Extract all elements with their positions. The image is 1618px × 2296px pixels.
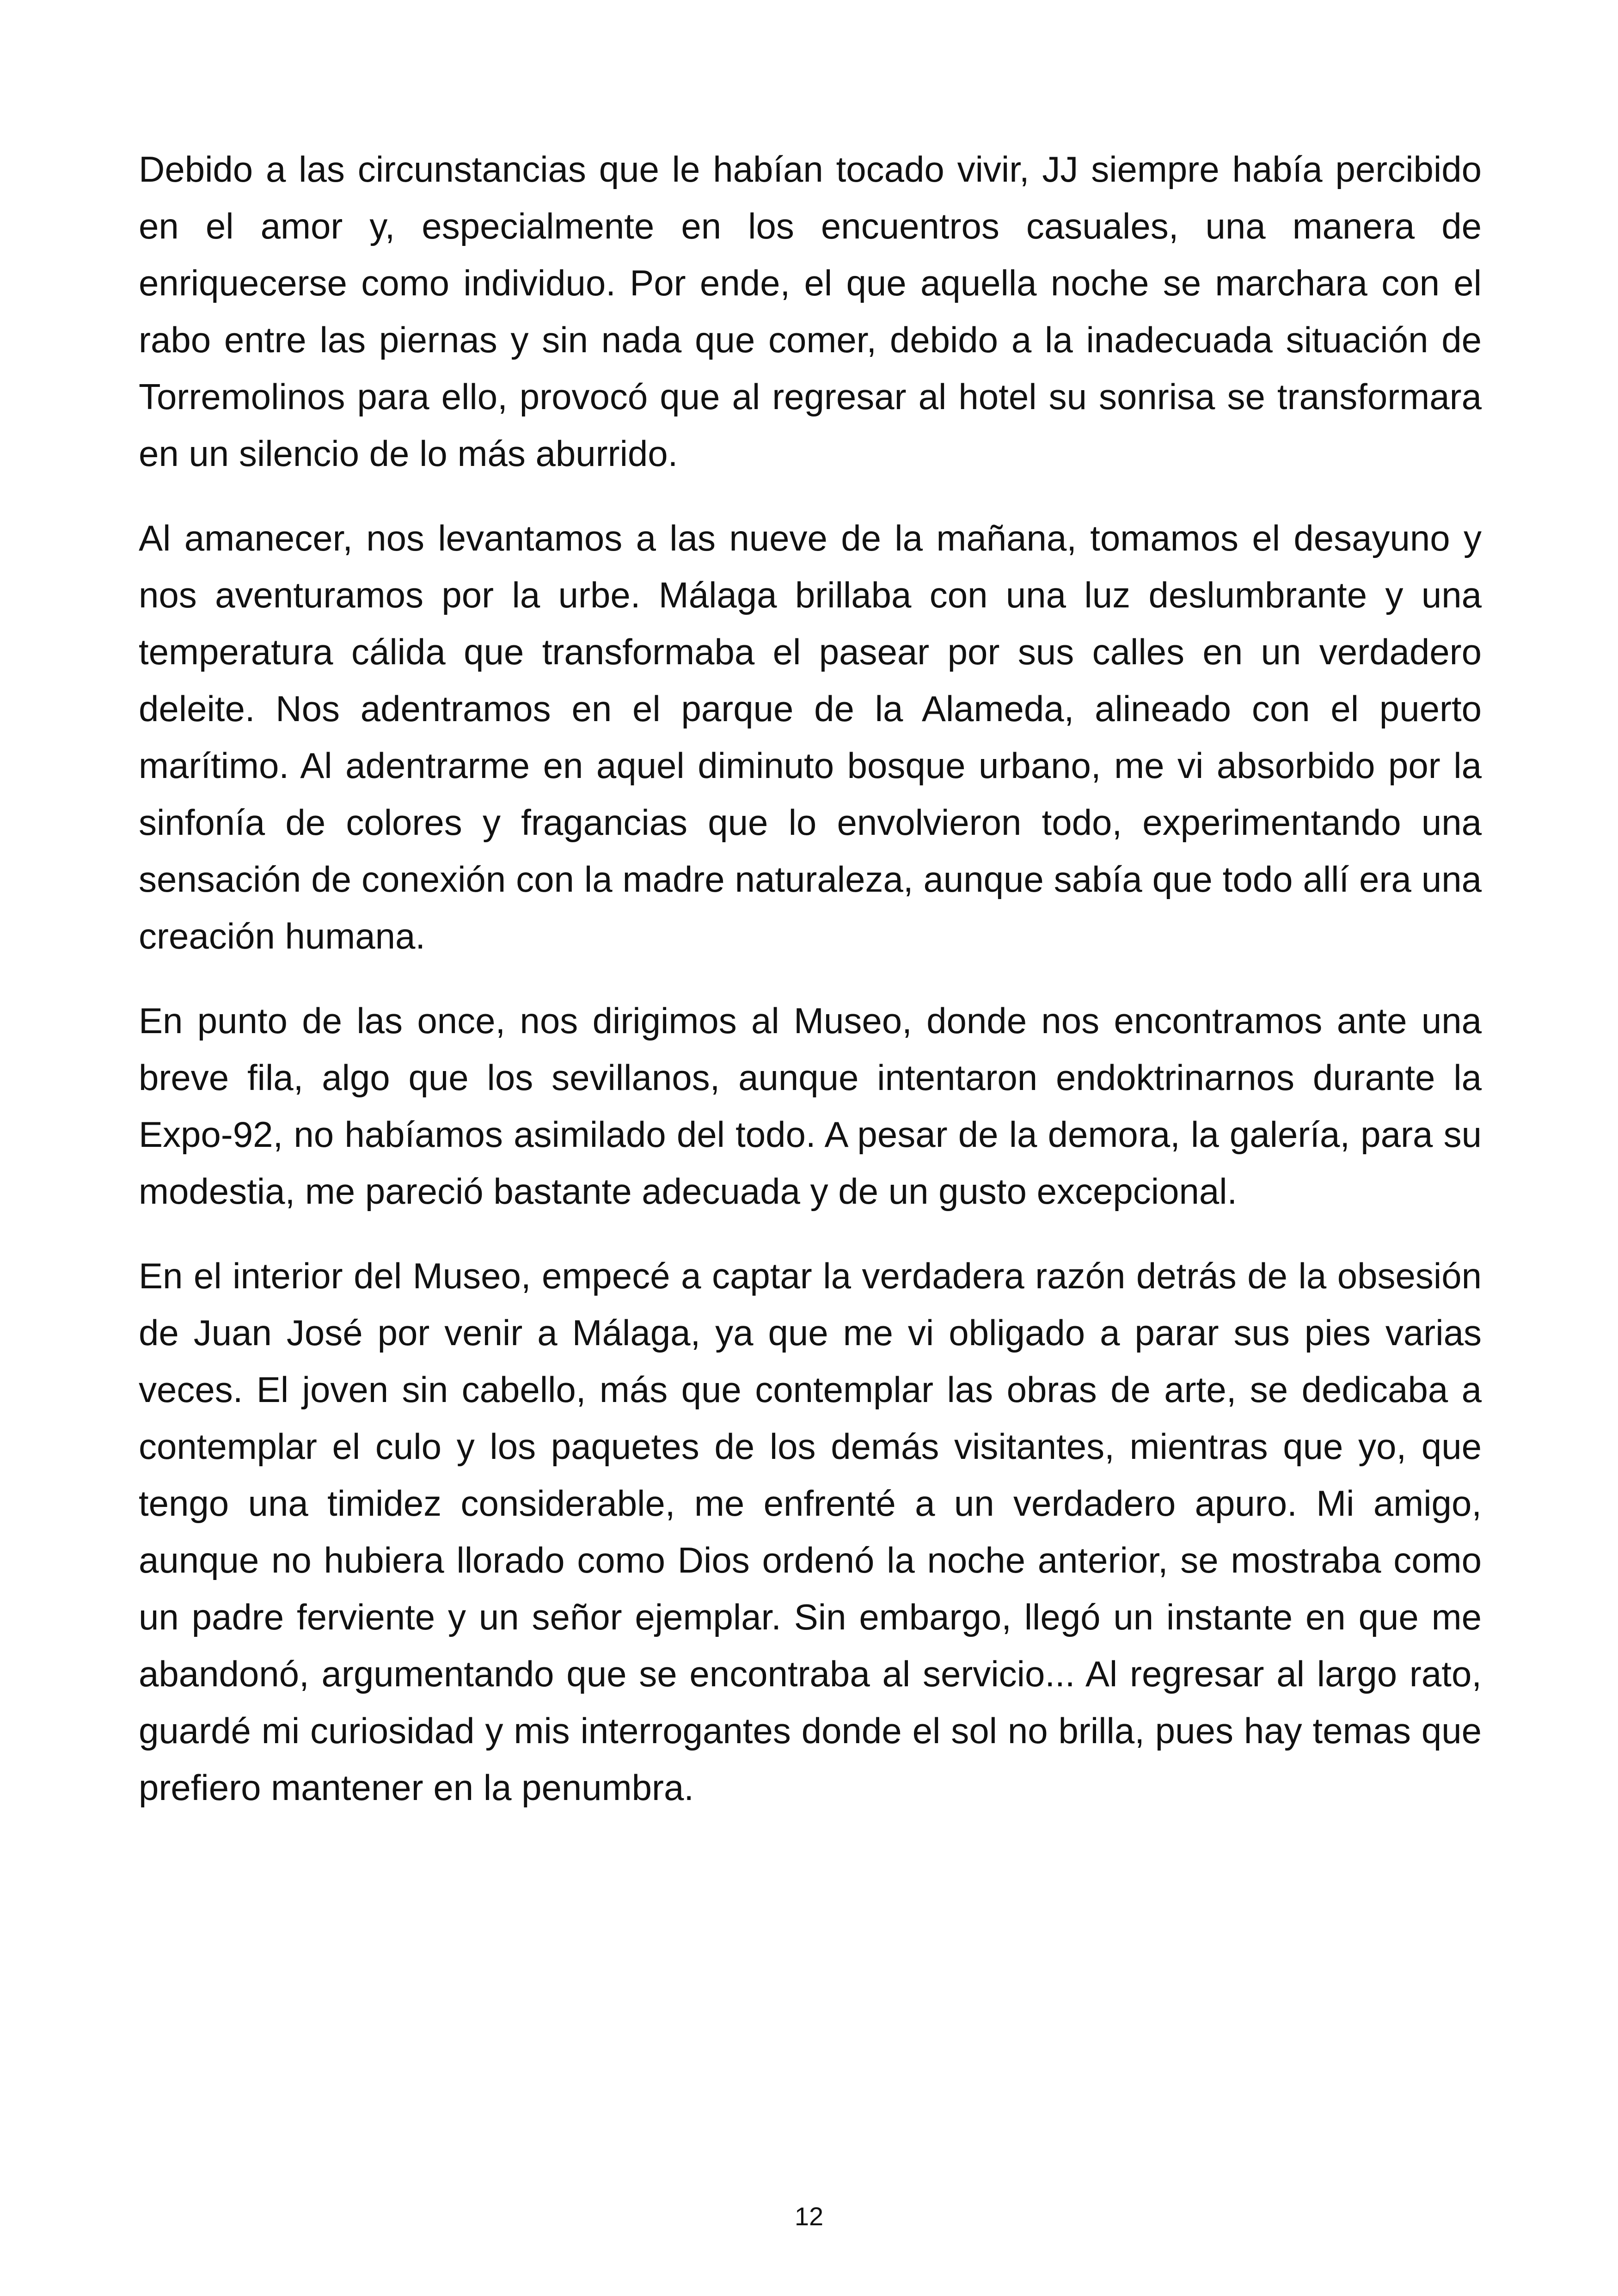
paragraph-4: En el interior del Museo, empecé a captar la verdadera razón detrás de la obsesión de Juan José por venir a Málaga, ya que me vi obligado a parar sus pies varias veces. El joven sin cabello, más que contemplar las obras de arte, se dedicaba a contemplar el culo y los paquetes de los demás visitantes, mientras que yo, que tengo una timidez considerable, me enfrenté a un verdadero apuro. Mi amigo, aunque no hubiera llorado como Dios ordenó la noche anterior, se mostraba como un padre ferviente y un señor ejemplar. Sin embargo, llegó un instante en que me abandonó, argumentando que se encontraba al servicio... Al regresar al largo rato, guardé mi curiosidad y mis interrogantes donde el sol no brilla, pues hay temas que prefiero mantener en la penumbra. [139, 1255, 1482, 1808]
paragraph-3: En punto de las once, nos dirigimos al Museo, donde nos encontramos ante una breve fila, algo que los sevillanos, aunque intentaron endoktrinarnos durante la Expo-92, no habíamos asimilado del todo. A pesar de la demora, la galería, para su modestia, me pareció bastante adecuada y de un gusto excepcional. [139, 1000, 1482, 1212]
body-text [139, 141, 1482, 1844]
paragraph-2: Al amanecer, nos levantamos a las nueve de la mañana, tomamos el desayuno y nos aventuramos por la urbe. Málaga brillaba con una luz deslumbrante y una temperatura cálida que transformaba el pasear por sus calles en un verdadero deleite. Nos adentramos en el parque de la Alameda, alineado con el puerto marítimo. Al adentrarme en aquel diminuto bosque urbano, me vi absorbido por la sinfonía de colores y fragancias que lo envolvieron todo, experimentando una sensación de conexión con la madre naturaleza, aunque sabía que todo allí era una creación humana. [139, 518, 1482, 956]
page-number: 12 [794, 2202, 824, 2231]
paragraph-1: Debido a las circunstancias que le habían tocado vivir, JJ siempre había percibido en el amor y, especialmente en los encuentros casuales, una manera de enriquecerse como individuo. Por ende, el que aquella noche se marchara con el rabo entre las piernas y sin nada que comer, debido a la inadecuada situación de Torremolinos para ello, provocó que al regresar al hotel su sonrisa se transformara en un silencio de lo más aburrido. [139, 149, 1482, 474]
